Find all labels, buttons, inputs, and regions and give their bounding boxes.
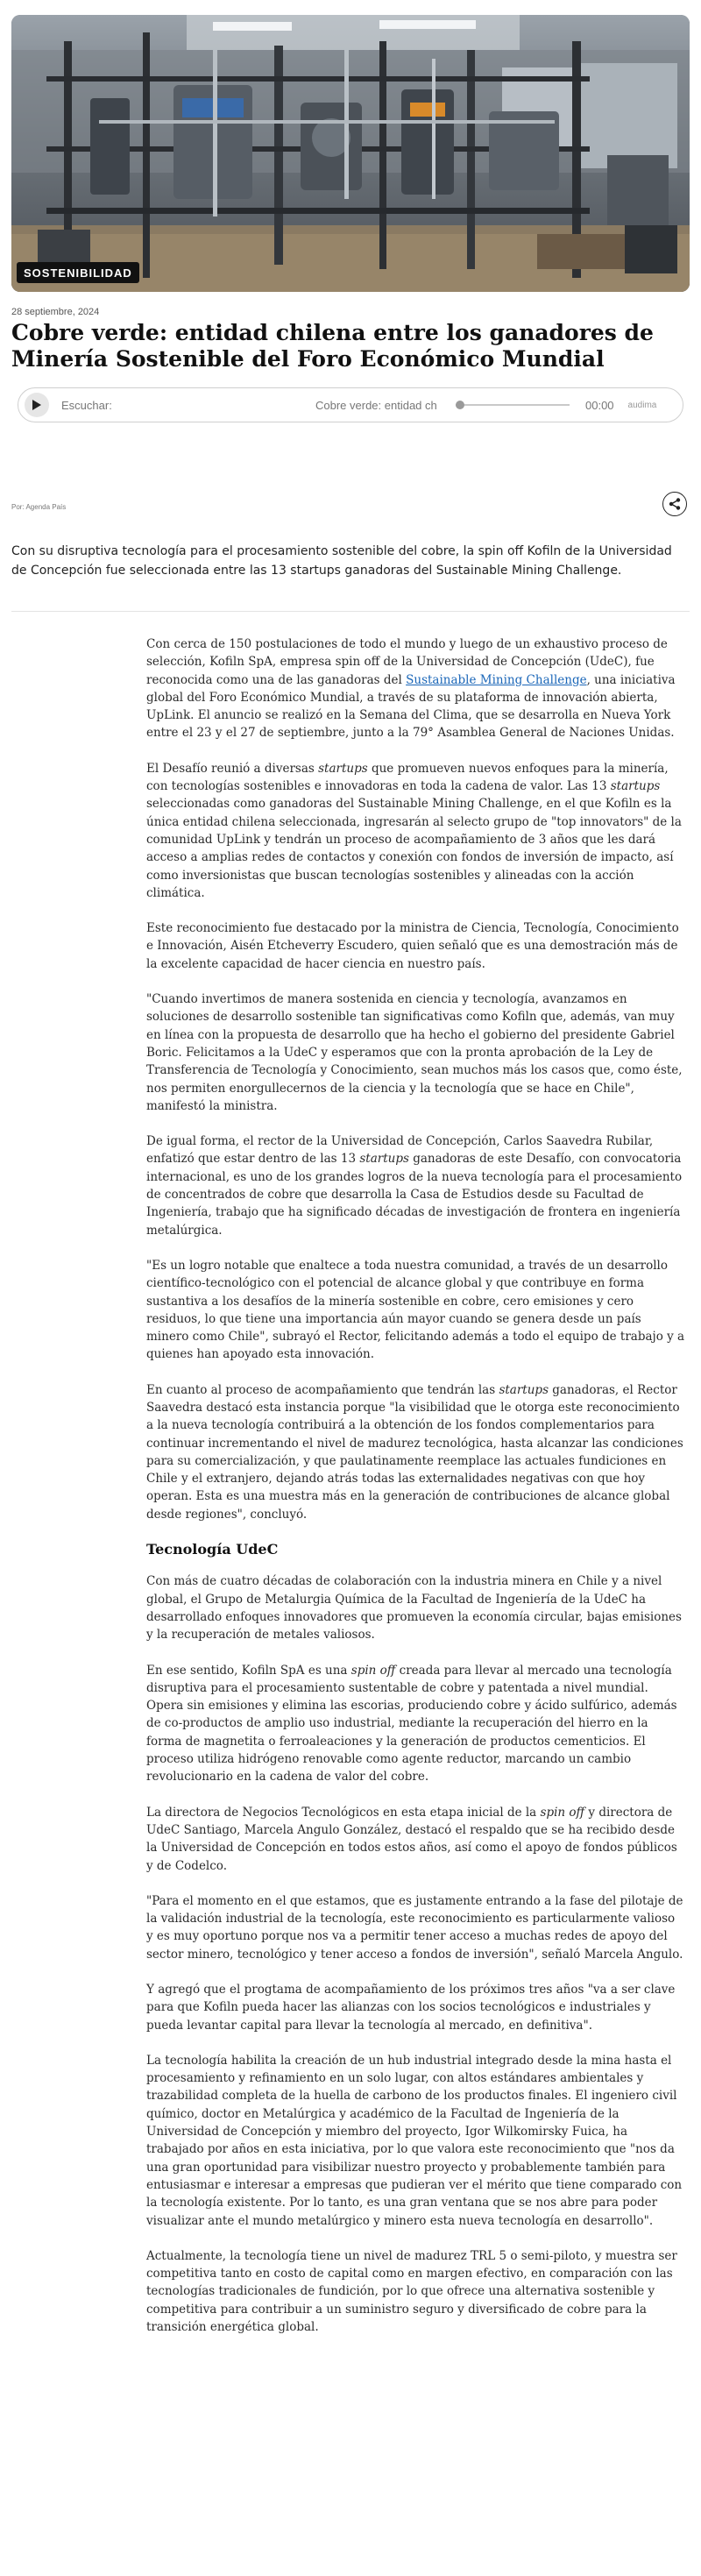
- lab-equipment-photo: [11, 15, 690, 292]
- paragraph: La directora de Negocios Tecnológicos en esta etapa inicial de la spin off y directora de UdeC Santiago, Marcela Angulo González, destacó el respaldo que se ha recibido desde la Universidad de Concepción en todos estos años, así como el apoyo de fondos públicos y de Codelco.: [146, 1805, 677, 1873]
- article-body: [146, 635, 685, 2353]
- player-brand[interactable]: audima: [627, 400, 657, 410]
- sustainable-mining-challenge-link[interactable]: Sustainable Mining Challenge: [406, 672, 587, 687]
- section-heading: Tecnología UdeC: [146, 1541, 279, 1558]
- lead-divider: [11, 611, 690, 612]
- share-icon: [668, 497, 682, 511]
- category-tag[interactable]: SOSTENIBILIDAD: [17, 262, 139, 283]
- article-title: Cobre verde: entidad chilena entre los ganadores de Minería Sostenible del Foro Económico Mundial: [11, 320, 654, 372]
- share-button[interactable]: [662, 492, 687, 516]
- seek-handle[interactable]: [456, 401, 464, 409]
- paragraph: Con más de cuatro décadas de colaboración con la industria minera en Chile y a nivel global, el Grupo de Metalurgia Química de la Facultad de Ingeniería de la UdeC ha desarrollado enfoques innovadores que promueven la economía circular, bajas emisiones y la recuperación de metales valiosos.: [146, 1574, 682, 1643]
- track-title: Cobre verde: entidad ch: [315, 398, 437, 412]
- paragraph: Este reconocimiento fue destacado por la ministra de Ciencia, Tecnología, Conocimiento e Innovación, Aisén Etcheverry Escudero, quien señaló que es una demostración más de la excelente capacidad de hacer ciencia en nuestro país.: [146, 921, 679, 971]
- paragraph: "Es un logro notable que enaltece a toda nuestra comunidad, a través de un desarrollo científico-tecnológico con el potencial de alcance global y que contribuye en forma sustantiva a los desafíos de la minería sostenible en cobre, cero emisiones y cero residuos, lo que tiene una importancia aún mayor cuando se genera desde un país minero como Chile", subrayó el Rector, felicitando además a todo el equipo de trabajo y a quienes han apoyado esta innovación.: [146, 1258, 685, 1362]
- publish-date: 28 septiembre, 2024: [11, 307, 100, 317]
- elapsed-time: 00:00: [585, 398, 614, 412]
- paragraph: "Cuando invertimos de manera sostenida en ciencia y tecnología, avanzamos en soluciones de desarrollo sostenible tan significativas como Kofiln que, además, van muy en línea con la propuesta de desarrollo que ha hecho el gobierno del presidente Gabriel Boric. Felicitamos a la UdeC y esperamos que con la pronta aprobación de la Ley de Transferencia de Tecnología y Conocimiento, sean muchos más los casos que, como éste, nos permiten enorgullecernos de la ciencia y la tecnología que se hace en Chile", manifestó la ministra.: [146, 992, 683, 1113]
- byline: Por: Agenda País: [11, 503, 67, 511]
- play-icon: [32, 399, 42, 411]
- play-button[interactable]: [25, 393, 49, 417]
- audio-player: [18, 387, 683, 422]
- paragraph: "Para el momento en el que estamos, que es justamente entrando a la fase del pilotaje de la validación industrial de la tecnología, este reconocimiento es particularmente valioso y es muy oportuno porque nos va a permitir tener acceso a muchas redes de apoyo del sector minero, tecnológico y tener acceso a fondos de inversión", señaló Marcela Angulo.: [146, 1893, 683, 1962]
- seek-track: [456, 404, 570, 406]
- paragraph: En ese sentido, Kofiln SpA es una spin off creada para llevar al mercado una tecnología disruptiva para el procesamiento sustentable de cobre y patentada a nivel mundial. Opera sin emisiones y elimina las escorias, produciendo cobre y ácido sulfúrico, además de co-productos de amplio uso industrial, mediante la recuperación del hierro en la forma de magnetita o ferroaleaciones y la generación de productos cementicios. El proceso utiliza hidrógeno renovable como agente reductor, marcando un cambio revolucionario en la cadena de valor del cobre.: [146, 1663, 677, 1785]
- article-lead: Con su disruptiva tecnología para el procesamiento sostenible del cobre, la spin off Kofiln de la Universidad de Concepción fue seleccionada entre las 13 startups ganadoras del Sustainable Mining Challenge.: [11, 544, 672, 578]
- paragraph: La tecnología habilita la creación de un hub industrial integrado desde la mina hasta el procesamiento y refinamiento en un solo lugar, con altos estándares ambientales y trazabilidad completa de la huella de carbono de los productos finales. El ingeniero civil químico, doctor en Metalúrgica y académico de la Facultad de Ingeniería de la Universidad de Concepción y miembro del proyecto, Igor Wilkomirsky Fuica, ha trabajado por años en esta iniciativa, por lo que valora este reconocimiento que "nos da una gran oportunidad para visibilizar nuestro proyecto y probablemente también para entusiasmar e interesar a empresas que pudieran ver el mérito que tiene comparado con la tecnología existente. Por lo tanto, es una gran ventana que se nos abre para poder visualizar ante el mundo metalúrgico y minero esta nueva tecnología en desarrollo".: [146, 2053, 683, 2228]
- paragraph: En cuanto al proceso de acompañamiento que tendrán las startups ganadoras, el Rector Saavedra destacó esta instancia porque "la visibilidad que le otorga este reconocimiento a la nueva tecnología contribuirá a la obtención de los fondos complementarios para continuar incrementando el nivel de madurez tecnológica, hasta alcanzar las condiciones para su comercialización, y que paulatinamente reemplace las actuales fundiciones en Chile y el extranjero, dejando atrás todas las externalidades negativas con que hoy operan. Esta es una muestra más en la generación de contribuciones de alcance global desde regiones", concluyó.: [146, 1382, 683, 1522]
- hero-image: [11, 15, 690, 292]
- listen-label: Escuchar:: [61, 398, 112, 412]
- paragraph: De igual forma, el rector de la Universidad de Concepción, Carlos Saavedra Rubilar, enfatizó que estar dentro de las 13 startups ganadoras de este Desafío, con convocatoria internacional, es uno de los grandes logros de la nueva tecnología para el procesamiento de concentrados de cobre que desarrolla la Casa de Estudios desde su Facultad de Ingeniería, trabajo que ha significado décadas de investigación de frontera en ingeniería metalúrgica.: [146, 1134, 683, 1238]
- seek-slider[interactable]: [456, 399, 570, 411]
- paragraph: El Desafío reunió a diversas startups que promueven nuevos enfoques para la minería, con tecnologías sostenibles e innovadoras en toda la cadena de valor. Las 13 startups seleccionadas como ganadoras del Sustainable Mining Challenge, en el que Kofiln es la única entidad chilena seleccionada, ingresarán al selecto grupo de "top innovators" de la comunidad UpLink y tendrán un proceso de acompañamiento de 3 años que les dará acceso a amplias redes de contactos y conexión con fondos de inversión de impacto, así como inversionistas que buscan tecnologías sostenibles y alineadas con la acción climática.: [146, 761, 682, 900]
- paragraph: Con cerca de 150 postulaciones de todo el mundo y luego de un exhaustivo proceso de selección, Kofiln SpA, empresa spin off de la Universidad de Concepción (UdeC), fue reconocida como una de las ganadoras del Sustainable Mining Challenge, una iniciativa global del Foro Económico Mundial, a través de su plataforma de innovación abierta, UpLink. El anuncio se realizó en la Semana del Clima, que se desarrolla en Nueva York entre el 23 y el 27 de septiembre, junto a la 79° Asamblea General de Naciones Unidas.: [146, 637, 676, 741]
- paragraph: Y agregó que el progtama de acompañamiento de los próximos tres años "va a ser clave para que Kofiln pueda hacer las alianzas con los socios tecnológicos e industriales y pueda levantar capital para llevar la tecnología al mercado, en definitiva".: [146, 1983, 676, 2033]
- paragraph: Actualmente, la tecnología tiene un nivel de madurez TRL 5 o semi-piloto, y muestra ser competitiva tanto en costo de capital como en margen efectivo, en comparación con las tecnologías tradicionales de fundición, por lo que ofrece una alternativa sostenible y competitiva para contribuir a un suministro seguro y diversificado de cobre para la transición energética global.: [146, 2248, 677, 2335]
